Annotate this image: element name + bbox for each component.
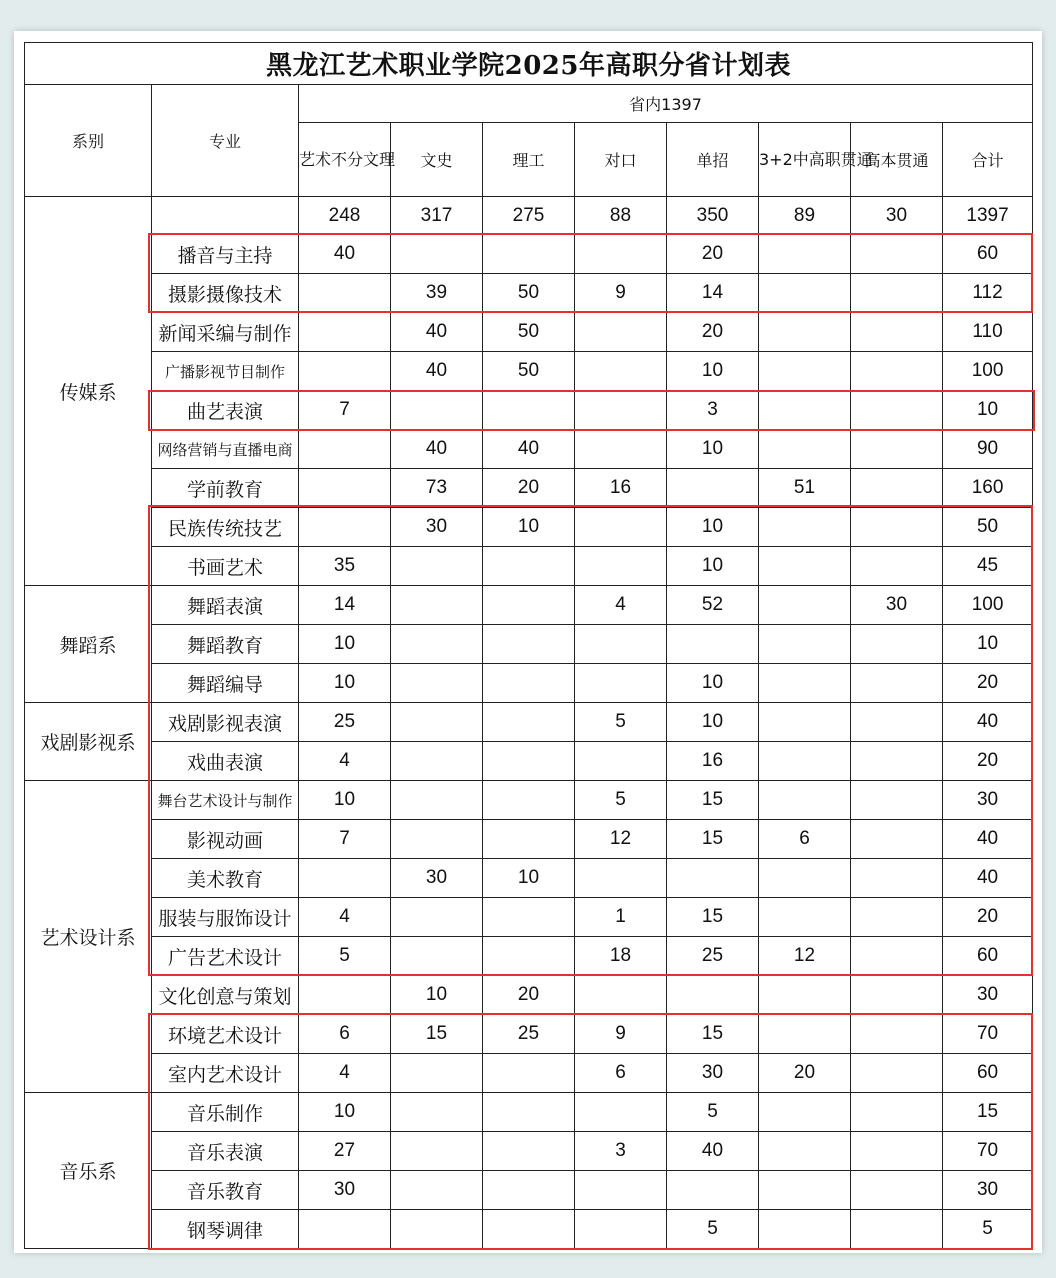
plan-value-cell: 10 xyxy=(483,859,575,898)
plan-value-cell xyxy=(851,937,943,976)
plan-value-cell: 10 xyxy=(667,430,759,469)
major-name-cell: 新闻采编与制作 xyxy=(152,313,299,352)
major-name-cell: 音乐教育 xyxy=(152,1171,299,1210)
plan-value-cell: 10 xyxy=(667,508,759,547)
plan-value-cell xyxy=(759,352,851,391)
plan-value-cell: 6 xyxy=(575,1054,667,1093)
plan-value-cell: 39 xyxy=(391,274,483,313)
plan-value-cell: 15 xyxy=(667,781,759,820)
plan-value-cell xyxy=(759,976,851,1015)
plan-value-cell: 9 xyxy=(575,1015,667,1054)
plan-value-cell: 30 xyxy=(299,1171,391,1210)
plan-value-cell: 14 xyxy=(299,586,391,625)
plan-value-cell: 16 xyxy=(667,742,759,781)
table-row xyxy=(25,1015,1033,1054)
plan-value-cell xyxy=(759,625,851,664)
major-name-cell: 学前教育 xyxy=(152,469,299,508)
plan-value-cell: 20 xyxy=(943,742,1033,781)
plan-value-cell xyxy=(667,625,759,664)
total-value-cell: 1397 xyxy=(943,197,1033,235)
table-title: 黑龙江艺术职业学院2025年高职分省计划表 xyxy=(25,43,1033,85)
plan-value-cell xyxy=(667,469,759,508)
table-row xyxy=(25,937,1033,976)
column-header: 对口 xyxy=(575,123,667,197)
plan-value-cell xyxy=(391,586,483,625)
plan-value-cell: 10 xyxy=(299,625,391,664)
plan-value-cell xyxy=(851,352,943,391)
major-name-cell: 摄影摄像技术 xyxy=(152,274,299,313)
plan-value-cell: 20 xyxy=(667,313,759,352)
plan-value-cell xyxy=(851,1132,943,1171)
header-dept: 系别 xyxy=(25,85,152,197)
plan-value-cell xyxy=(483,1171,575,1210)
plan-value-cell xyxy=(759,1093,851,1132)
total-value-cell: 317 xyxy=(391,197,483,235)
plan-value-cell: 30 xyxy=(943,976,1033,1015)
plan-value-cell xyxy=(483,1132,575,1171)
plan-value-cell: 50 xyxy=(483,274,575,313)
column-header: 文史 xyxy=(391,123,483,197)
plan-value-cell: 25 xyxy=(667,937,759,976)
column-header: 合计 xyxy=(943,123,1033,197)
plan-value-cell xyxy=(575,1210,667,1249)
plan-value-cell xyxy=(851,1171,943,1210)
plan-value-cell: 10 xyxy=(299,664,391,703)
plan-value-cell: 15 xyxy=(667,820,759,859)
plan-value-cell: 100 xyxy=(943,586,1033,625)
plan-value-cell: 4 xyxy=(299,1054,391,1093)
major-name-cell: 音乐表演 xyxy=(152,1132,299,1171)
plan-value-cell: 5 xyxy=(299,937,391,976)
major-name-cell: 钢琴调律 xyxy=(152,1210,299,1249)
plan-value-cell xyxy=(759,547,851,586)
major-name-cell: 戏曲表演 xyxy=(152,742,299,781)
plan-value-cell xyxy=(851,859,943,898)
table-row xyxy=(25,508,1033,547)
plan-value-cell: 10 xyxy=(943,391,1033,430)
plan-value-cell xyxy=(759,898,851,937)
plan-value-cell xyxy=(759,1132,851,1171)
plan-value-cell: 30 xyxy=(943,781,1033,820)
plan-value-cell: 20 xyxy=(483,976,575,1015)
table-row xyxy=(25,1054,1033,1093)
plan-value-cell xyxy=(483,1054,575,1093)
plan-value-cell xyxy=(575,625,667,664)
total-value-cell: 88 xyxy=(575,197,667,235)
plan-value-cell: 50 xyxy=(483,352,575,391)
table-row xyxy=(25,1093,1033,1132)
plan-value-cell xyxy=(299,313,391,352)
plan-value-cell xyxy=(299,976,391,1015)
major-name-cell: 广告艺术设计 xyxy=(152,937,299,976)
plan-value-cell xyxy=(759,1171,851,1210)
plan-value-cell: 7 xyxy=(299,391,391,430)
plan-value-cell xyxy=(391,1054,483,1093)
plan-value-cell xyxy=(851,703,943,742)
plan-value-cell xyxy=(483,547,575,586)
plan-value-cell xyxy=(759,1015,851,1054)
dept-cell: 戏剧影视系 xyxy=(25,703,152,781)
plan-value-cell: 160 xyxy=(943,469,1033,508)
plan-value-cell xyxy=(667,1171,759,1210)
plan-value-cell xyxy=(391,703,483,742)
plan-value-cell xyxy=(759,430,851,469)
plan-value-cell xyxy=(759,508,851,547)
plan-value-cell xyxy=(299,274,391,313)
plan-value-cell: 10 xyxy=(667,547,759,586)
plan-value-cell xyxy=(483,625,575,664)
plan-value-cell xyxy=(851,313,943,352)
plan-value-cell xyxy=(759,274,851,313)
plan-value-cell xyxy=(759,1210,851,1249)
plan-value-cell xyxy=(299,430,391,469)
totals-major-cell xyxy=(152,197,299,235)
plan-value-cell xyxy=(851,235,943,274)
enrollment-plan-table xyxy=(24,42,1033,1249)
plan-value-cell xyxy=(851,430,943,469)
major-name-cell: 曲艺表演 xyxy=(152,391,299,430)
plan-value-cell: 4 xyxy=(299,898,391,937)
total-value-cell: 275 xyxy=(483,197,575,235)
plan-value-cell: 4 xyxy=(575,586,667,625)
plan-value-cell: 15 xyxy=(667,898,759,937)
plan-value-cell: 12 xyxy=(759,937,851,976)
plan-value-cell xyxy=(391,1093,483,1132)
total-value-cell: 30 xyxy=(851,197,943,235)
plan-value-cell xyxy=(575,235,667,274)
plan-value-cell: 30 xyxy=(943,1171,1033,1210)
plan-value-cell xyxy=(759,703,851,742)
plan-value-cell: 40 xyxy=(299,235,391,274)
plan-value-cell xyxy=(759,781,851,820)
plan-value-cell xyxy=(483,742,575,781)
plan-value-cell: 15 xyxy=(391,1015,483,1054)
plan-value-cell xyxy=(759,664,851,703)
plan-value-cell xyxy=(391,547,483,586)
table-row xyxy=(25,820,1033,859)
table-row xyxy=(25,781,1033,820)
plan-value-cell xyxy=(759,859,851,898)
table-row xyxy=(25,703,1033,742)
plan-value-cell xyxy=(575,1093,667,1132)
table-row xyxy=(25,469,1033,508)
plan-value-cell xyxy=(575,859,667,898)
plan-value-cell xyxy=(391,625,483,664)
plan-value-cell: 10 xyxy=(391,976,483,1015)
table-row xyxy=(25,859,1033,898)
plan-value-cell xyxy=(851,274,943,313)
column-header: 理工 xyxy=(483,123,575,197)
plan-value-cell xyxy=(575,664,667,703)
plan-value-cell: 20 xyxy=(943,664,1033,703)
plan-value-cell: 20 xyxy=(759,1054,851,1093)
plan-value-cell: 90 xyxy=(943,430,1033,469)
plan-value-cell xyxy=(299,352,391,391)
plan-value-cell xyxy=(851,1210,943,1249)
plan-value-cell: 110 xyxy=(943,313,1033,352)
plan-value-cell: 5 xyxy=(575,703,667,742)
plan-value-cell xyxy=(575,547,667,586)
major-name-cell: 网络营销与直播电商 xyxy=(152,430,299,469)
column-header: 3+2中高职贯通 xyxy=(759,123,851,197)
major-name-cell: 文化创意与策划 xyxy=(152,976,299,1015)
plan-value-cell: 51 xyxy=(759,469,851,508)
total-value-cell: 248 xyxy=(299,197,391,235)
major-name-cell: 书画艺术 xyxy=(152,547,299,586)
dept-cell: 传媒系 xyxy=(25,197,152,586)
major-name-cell: 民族传统技艺 xyxy=(152,508,299,547)
plan-value-cell xyxy=(483,820,575,859)
plan-value-cell xyxy=(575,742,667,781)
plan-value-cell xyxy=(851,469,943,508)
plan-value-cell: 60 xyxy=(943,235,1033,274)
plan-value-cell: 9 xyxy=(575,274,667,313)
plan-value-cell xyxy=(483,703,575,742)
plan-value-cell xyxy=(851,820,943,859)
plan-value-cell xyxy=(851,391,943,430)
plan-value-cell xyxy=(299,508,391,547)
table-row xyxy=(25,1171,1033,1210)
plan-value-cell xyxy=(391,664,483,703)
plan-value-cell xyxy=(483,898,575,937)
major-name-cell: 播音与主持 xyxy=(152,235,299,274)
major-name-cell: 舞蹈表演 xyxy=(152,586,299,625)
plan-value-cell: 30 xyxy=(667,1054,759,1093)
plan-value-cell: 3 xyxy=(575,1132,667,1171)
plan-value-cell: 60 xyxy=(943,1054,1033,1093)
plan-value-cell xyxy=(575,430,667,469)
table-row xyxy=(25,1210,1033,1249)
major-name-cell: 音乐制作 xyxy=(152,1093,299,1132)
plan-value-cell xyxy=(483,664,575,703)
plan-value-cell: 12 xyxy=(575,820,667,859)
plan-value-cell xyxy=(575,1171,667,1210)
plan-value-cell: 10 xyxy=(299,781,391,820)
column-header: 艺术不分文理 xyxy=(299,123,391,197)
column-header: 单招 xyxy=(667,123,759,197)
plan-value-cell xyxy=(483,1210,575,1249)
table-row xyxy=(25,976,1033,1015)
header-province-group: 省内1397 xyxy=(299,85,1033,123)
plan-value-cell xyxy=(851,976,943,1015)
plan-value-cell: 40 xyxy=(943,859,1033,898)
plan-value-cell xyxy=(483,235,575,274)
plan-value-cell xyxy=(759,586,851,625)
plan-value-cell xyxy=(851,781,943,820)
plan-value-cell: 70 xyxy=(943,1132,1033,1171)
plan-value-cell xyxy=(851,742,943,781)
header-major: 专业 xyxy=(152,85,299,197)
plan-value-cell xyxy=(391,1210,483,1249)
plan-value-cell xyxy=(851,1054,943,1093)
column-header: 高本贯通 xyxy=(851,123,943,197)
plan-value-cell xyxy=(759,742,851,781)
total-value-cell: 89 xyxy=(759,197,851,235)
plan-value-cell xyxy=(391,1171,483,1210)
plan-value-cell: 10 xyxy=(943,625,1033,664)
plan-value-cell: 30 xyxy=(391,508,483,547)
dept-cell: 舞蹈系 xyxy=(25,586,152,703)
plan-value-cell xyxy=(667,859,759,898)
plan-value-cell: 14 xyxy=(667,274,759,313)
plan-value-cell: 10 xyxy=(667,703,759,742)
plan-value-cell xyxy=(851,508,943,547)
plan-value-cell: 7 xyxy=(299,820,391,859)
plan-value-cell: 16 xyxy=(575,469,667,508)
plan-value-cell xyxy=(851,1015,943,1054)
plan-value-cell: 40 xyxy=(943,703,1033,742)
plan-value-cell xyxy=(851,898,943,937)
plan-value-cell xyxy=(483,937,575,976)
plan-value-cell: 5 xyxy=(667,1093,759,1132)
plan-value-cell: 4 xyxy=(299,742,391,781)
table-row xyxy=(25,352,1033,391)
plan-value-cell: 5 xyxy=(667,1210,759,1249)
table-row xyxy=(25,664,1033,703)
plan-value-cell: 15 xyxy=(667,1015,759,1054)
plan-value-cell: 40 xyxy=(391,352,483,391)
table-row xyxy=(25,274,1033,313)
plan-value-cell xyxy=(851,1093,943,1132)
major-name-cell: 影视动画 xyxy=(152,820,299,859)
plan-value-cell: 10 xyxy=(299,1093,391,1132)
plan-value-cell xyxy=(483,781,575,820)
plan-value-cell xyxy=(299,859,391,898)
plan-value-cell: 50 xyxy=(943,508,1033,547)
plan-value-cell: 40 xyxy=(391,430,483,469)
plan-value-cell xyxy=(391,820,483,859)
major-name-cell: 室内艺术设计 xyxy=(152,1054,299,1093)
plan-value-cell: 25 xyxy=(299,703,391,742)
plan-value-cell xyxy=(667,976,759,1015)
plan-value-cell: 6 xyxy=(759,820,851,859)
plan-value-cell xyxy=(759,235,851,274)
plan-value-cell xyxy=(575,391,667,430)
plan-value-cell xyxy=(759,313,851,352)
plan-value-cell xyxy=(391,898,483,937)
plan-value-cell: 10 xyxy=(483,508,575,547)
plan-value-cell: 50 xyxy=(483,313,575,352)
plan-value-cell xyxy=(483,391,575,430)
table-row xyxy=(25,391,1033,430)
plan-value-cell: 40 xyxy=(667,1132,759,1171)
table-row xyxy=(25,235,1033,274)
major-name-cell: 服装与服饰设计 xyxy=(152,898,299,937)
plan-value-cell: 20 xyxy=(667,235,759,274)
major-name-cell: 广播影视节目制作 xyxy=(152,352,299,391)
plan-value-cell xyxy=(483,1093,575,1132)
table-row xyxy=(25,742,1033,781)
plan-value-cell: 10 xyxy=(667,664,759,703)
plan-value-cell xyxy=(391,391,483,430)
table-row xyxy=(25,313,1033,352)
plan-value-cell: 100 xyxy=(943,352,1033,391)
plan-value-cell xyxy=(575,313,667,352)
plan-value-cell xyxy=(851,547,943,586)
plan-value-cell xyxy=(391,742,483,781)
plan-value-cell: 27 xyxy=(299,1132,391,1171)
plan-value-cell xyxy=(483,586,575,625)
plan-value-cell xyxy=(575,352,667,391)
plan-value-cell xyxy=(851,664,943,703)
major-name-cell: 美术教育 xyxy=(152,859,299,898)
major-name-cell: 舞蹈编导 xyxy=(152,664,299,703)
plan-value-cell xyxy=(851,625,943,664)
plan-value-cell: 30 xyxy=(391,859,483,898)
plan-value-cell: 25 xyxy=(483,1015,575,1054)
plan-value-cell xyxy=(575,976,667,1015)
plan-value-cell xyxy=(299,1210,391,1249)
table-row xyxy=(25,430,1033,469)
plan-value-cell: 60 xyxy=(943,937,1033,976)
plan-value-cell xyxy=(759,391,851,430)
plan-value-cell xyxy=(299,469,391,508)
table-row xyxy=(25,625,1033,664)
table-row xyxy=(25,547,1033,586)
major-name-cell: 戏剧影视表演 xyxy=(152,703,299,742)
plan-value-cell xyxy=(391,781,483,820)
plan-value-cell: 1 xyxy=(575,898,667,937)
plan-value-cell: 6 xyxy=(299,1015,391,1054)
plan-value-cell xyxy=(391,937,483,976)
plan-value-cell xyxy=(575,508,667,547)
plan-value-cell: 52 xyxy=(667,586,759,625)
table-row xyxy=(25,898,1033,937)
plan-value-cell: 20 xyxy=(943,898,1033,937)
table-row xyxy=(25,1132,1033,1171)
table-row xyxy=(25,586,1033,625)
plan-value-cell: 5 xyxy=(943,1210,1033,1249)
plan-value-cell: 45 xyxy=(943,547,1033,586)
major-name-cell: 舞蹈教育 xyxy=(152,625,299,664)
plan-value-cell: 73 xyxy=(391,469,483,508)
plan-value-cell xyxy=(391,235,483,274)
plan-value-cell: 112 xyxy=(943,274,1033,313)
plan-value-cell: 10 xyxy=(667,352,759,391)
plan-value-cell: 15 xyxy=(943,1093,1033,1132)
major-name-cell: 舞台艺术设计与制作 xyxy=(152,781,299,820)
plan-value-cell: 3 xyxy=(667,391,759,430)
plan-value-cell: 40 xyxy=(391,313,483,352)
plan-value-cell: 40 xyxy=(483,430,575,469)
major-name-cell: 环境艺术设计 xyxy=(152,1015,299,1054)
plan-value-cell: 30 xyxy=(851,586,943,625)
total-value-cell: 350 xyxy=(667,197,759,235)
plan-value-cell: 70 xyxy=(943,1015,1033,1054)
dept-cell: 艺术设计系 xyxy=(25,781,152,1093)
dept-cell: 音乐系 xyxy=(25,1093,152,1249)
plan-value-cell xyxy=(391,1132,483,1171)
plan-value-cell: 5 xyxy=(575,781,667,820)
plan-value-cell: 40 xyxy=(943,820,1033,859)
plan-value-cell: 20 xyxy=(483,469,575,508)
plan-value-cell: 18 xyxy=(575,937,667,976)
plan-value-cell: 35 xyxy=(299,547,391,586)
